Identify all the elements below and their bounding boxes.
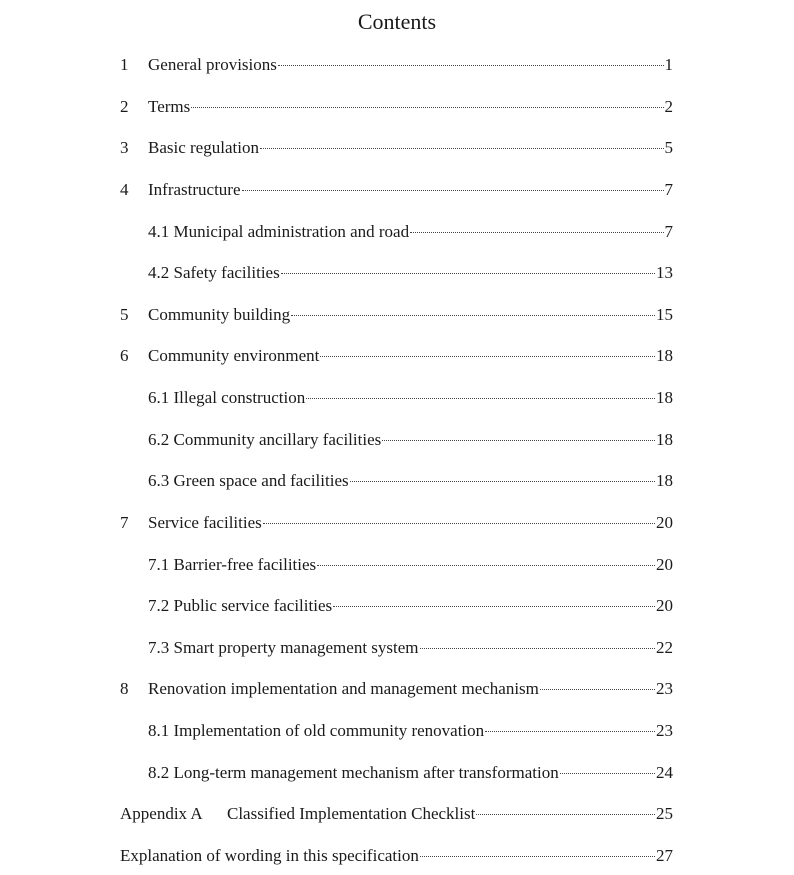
dot-leader	[291, 315, 655, 316]
toc-entry-4-2[interactable]	[148, 262, 673, 284]
toc-entry-page: 24	[656, 763, 673, 782]
dot-leader	[350, 481, 655, 482]
toc-entry-2[interactable]	[120, 96, 673, 118]
dot-leader	[263, 523, 655, 524]
toc-entry-page: 22	[656, 638, 673, 657]
toc-entry-title: Classified Implementation Checklist	[227, 804, 476, 823]
dot-leader	[191, 107, 663, 108]
toc-entry-page: 7	[664, 180, 673, 199]
dot-leader	[320, 356, 655, 357]
toc-entry-page: 18	[656, 388, 673, 407]
toc-entry-8-1[interactable]	[148, 720, 673, 742]
toc-entry-1[interactable]	[120, 54, 673, 76]
toc-entry-title: 8.1 Implementation of old community renovation	[148, 721, 485, 740]
toc-entry-4-1[interactable]	[148, 221, 673, 243]
toc-entry-title: 7.1 Barrier-free facilities	[148, 555, 317, 574]
toc-entry-appendix-a[interactable]	[120, 803, 673, 825]
toc-entry-page: 13	[656, 263, 673, 282]
dot-leader	[420, 856, 655, 857]
toc-entry-7-1[interactable]	[148, 554, 673, 576]
toc-entry-title: Infrastructure	[148, 180, 241, 199]
toc-entry-number: 3	[120, 138, 129, 157]
toc-entry-8[interactable]	[120, 678, 673, 700]
toc-entry-title: 7.3 Smart property management system	[148, 638, 419, 657]
toc-entry-title: 7.2 Public service facilities	[148, 596, 333, 615]
toc-entry-title: Community building	[148, 305, 291, 324]
dot-leader	[260, 148, 664, 149]
toc-entry-title: General provisions	[148, 55, 277, 74]
toc-entry-title: 8.2 Long-term management mechanism after transformation	[148, 763, 559, 782]
page-title: Contents	[357, 9, 437, 34]
toc-entry-page: 1	[664, 55, 673, 74]
toc-entry-3[interactable]	[120, 137, 673, 159]
dot-leader	[476, 814, 655, 815]
toc-entry-5[interactable]	[120, 304, 673, 326]
toc-entry-page: 23	[656, 679, 673, 698]
dot-leader	[278, 65, 664, 66]
dot-leader	[560, 773, 655, 774]
dot-leader	[540, 689, 655, 690]
toc-entry-number: Appendix A	[120, 804, 203, 823]
toc-entry-6-2[interactable]	[148, 429, 673, 451]
toc-entry-title: Terms	[148, 97, 191, 116]
toc-entry-6-3[interactable]	[148, 470, 673, 492]
toc-entry-title: 6.1 Illegal construction	[148, 388, 306, 407]
toc-entry-page: 20	[656, 513, 673, 532]
toc-entry-title: 6.3 Green space and facilities	[148, 471, 349, 490]
dot-leader	[317, 565, 655, 566]
toc-entry-title: Renovation implementation and management mechanism	[148, 679, 539, 698]
toc-entry-number: 4	[120, 180, 129, 199]
dot-leader	[306, 398, 655, 399]
toc-entry-page: 20	[656, 596, 673, 615]
toc-entry-explanation[interactable]	[120, 845, 673, 867]
toc-entry-8-2[interactable]	[148, 762, 673, 784]
toc-entry-title: Community environment	[148, 346, 320, 365]
toc-entry-page: 18	[656, 471, 673, 490]
toc-entry-page: 23	[656, 721, 673, 740]
toc-entry-title: 4.2 Safety facilities	[148, 263, 280, 282]
toc-entry-number: 7	[120, 513, 129, 532]
toc-entry-6[interactable]	[120, 345, 673, 367]
toc-entry-number: 2	[120, 97, 129, 116]
dot-leader	[242, 190, 664, 191]
dot-leader	[485, 731, 655, 732]
dot-leader	[333, 606, 655, 607]
toc-entry-title: 4.1 Municipal administration and road	[148, 222, 410, 241]
dot-leader	[382, 440, 655, 441]
dot-leader	[420, 648, 655, 649]
toc-entry-page: 15	[656, 305, 673, 324]
toc-entry-page: 5	[664, 138, 673, 157]
toc-entry-number: 8	[120, 679, 129, 698]
toc-entry-7-3[interactable]	[148, 637, 673, 659]
toc-entry-page: 7	[664, 222, 673, 241]
toc-entry-7[interactable]	[120, 512, 673, 534]
toc-entry-page: 25	[656, 804, 673, 823]
toc-entry-number: 1	[120, 55, 129, 74]
toc-entry-7-2[interactable]	[148, 595, 673, 617]
toc-entry-title: Basic regulation	[148, 138, 259, 157]
dot-leader	[410, 232, 663, 233]
toc-entry-page: 18	[656, 430, 673, 449]
dot-leader	[281, 273, 655, 274]
toc-entry-page: 18	[656, 346, 673, 365]
toc-entry-6-1[interactable]	[148, 387, 673, 409]
toc-entry-title: Explanation of wording in this specification	[120, 846, 419, 865]
toc-entry-4[interactable]	[120, 179, 673, 201]
toc-entry-title: Service facilities	[148, 513, 262, 532]
toc-entry-number: 5	[120, 305, 129, 324]
toc-entry-page: 27	[656, 846, 673, 865]
toc-entry-page: 2	[664, 97, 673, 116]
toc-entry-number: 6	[120, 346, 129, 365]
toc-entry-page: 20	[656, 555, 673, 574]
toc-entry-title: 6.2 Community ancillary facilities	[148, 430, 382, 449]
